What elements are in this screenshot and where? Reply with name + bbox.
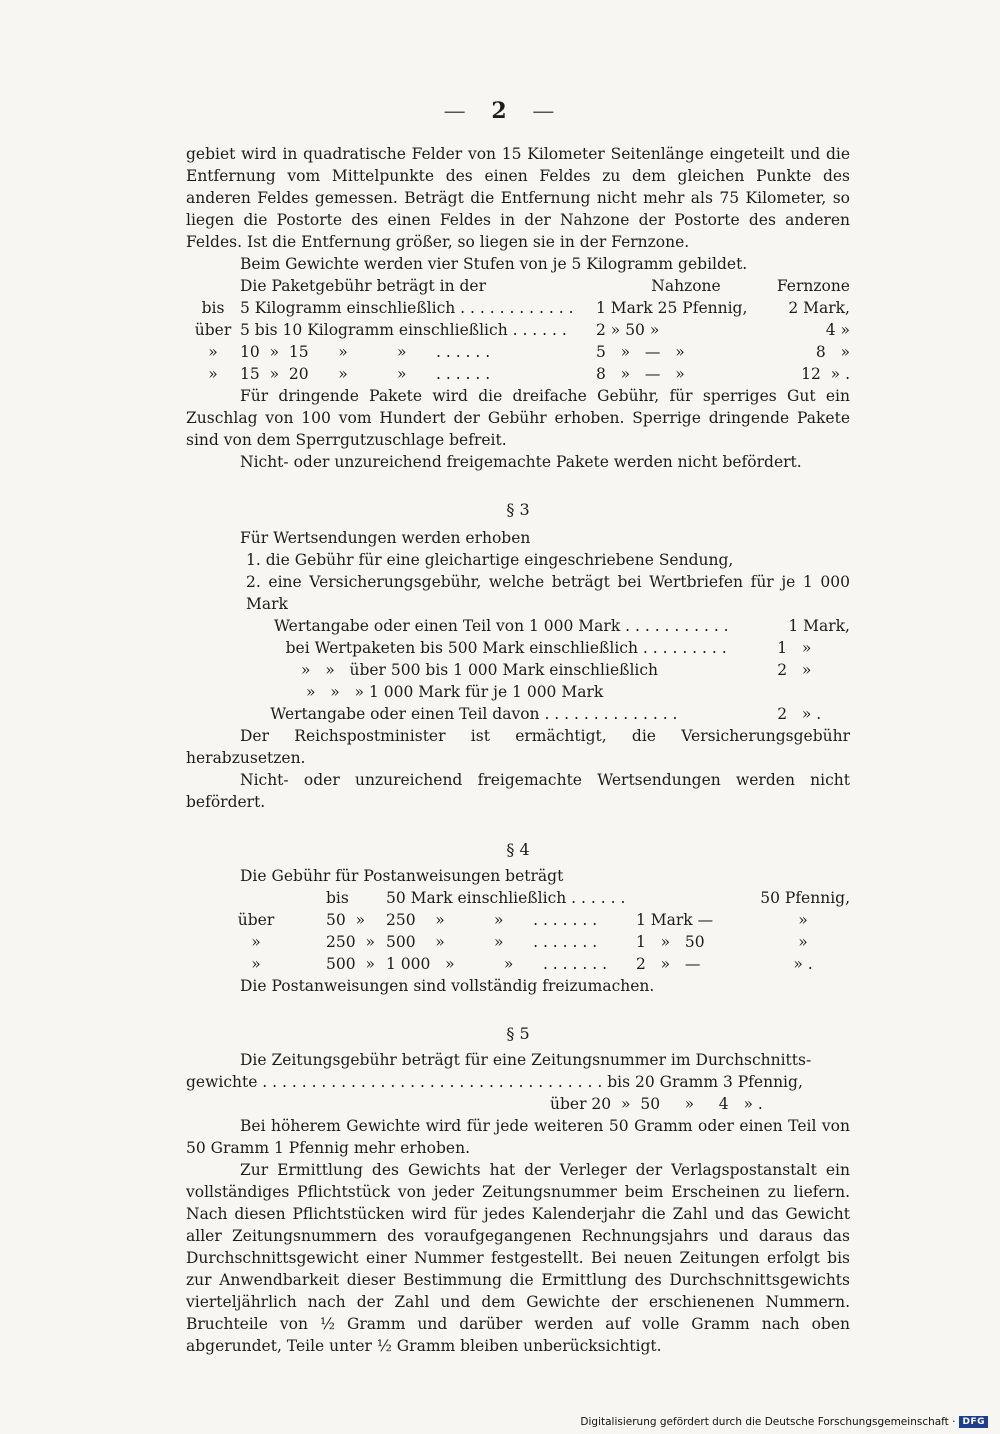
parcel-fee-table (186, 275, 850, 385)
section-5-heading: § 5 (506, 1024, 530, 1043)
col-nahzone: Nahzone (651, 277, 721, 295)
money-order-row: über 50 » 250 » » . . . . . . . 1 Mark — » (237, 911, 808, 929)
weight-determination-paragraph: Zur Ermittlung des Gewichts hat der Verleger der Verlagspostanstalt ein vollständiges Pflichtstück von jeder Zeitungsnummer beim Erscheinen zu liefern. Nach diesen Pflichtstücken wird für jedes Kalenderjahr die Zahl und das Gewicht aller Zeitungsnummern des voraufgegangenen Rechnungsjahrs und daraus das Durchschnittsgewicht einer Nummer festgestellt. Bei neuen Zeitungen erfolgt bis zur Anwendbarkeit dieser Bestimmung die Ermittlung des Durchschnittsgewichts vierteljährlich nach der Zahl und dem Gewichte der erschienenen Nummern. Bruchteile von ½ Gramm und darüber werden auf volle Gramm nach oben abgerundet, Teile unter ½ Gramm bleiben unberücksichtigt. (186, 1161, 850, 1355)
section-5-line-2: gewichte . . . . . . . . . . . . . . . . . . . . . . . . . . . . . . . . . . . bis 20 Gramm 3 Pfennig, (186, 1073, 803, 1091)
header-dash-left: — (443, 99, 468, 124)
section-3-heading: § 3 (506, 500, 530, 519)
dfg-logo: DFG (959, 1416, 988, 1428)
money-order-table (186, 887, 850, 975)
section-3-item-1: 1. die Gebühr für eine gleichartige eingeschriebene Sendung, (246, 551, 734, 569)
digitization-footer (580, 1416, 988, 1428)
parcel-row: über 5 bis 10 Kilogramm einschließlich . . . . . . 2 » 50 » 4 » (194, 321, 850, 339)
insurance-row: » » über 500 bis 1 000 Mark einschließlich 2 » (300, 661, 812, 679)
section-3-item-2: 2. eine Versicherungsgebühr, welche beträgt bei Wertbriefen für je 1 000 Mark (246, 573, 850, 613)
main-text (186, 143, 850, 1357)
urgent-parcels-paragraph: Für dringende Pakete wird die dreifache Gebühr, für sperriges Gut ein Zuschlag von 100 vom Hundert der Gebühr erhoben. Sperrige dringende Pakete sind von dem Sperrgutzuschlage befreit. (186, 387, 850, 449)
parcel-row: » 10 » 15 » » . . . . . . 5 » — » 8 » (208, 343, 850, 361)
insurance-row: bei Wertpaketen bis 500 Mark einschließlich . . . . . . . . . 1 » (285, 639, 812, 657)
parcel-unpaid-note: Nicht- oder unzureichend freigemachte Pakete werden nicht befördert. (240, 453, 802, 471)
money-order-row: » 250 » 500 » » . . . . . . . 1 » 50 » (251, 933, 808, 951)
insurance-row: Wertangabe oder einen Teil von 1 000 Mark . . . . . . . . . . . 1 Mark, (274, 617, 850, 635)
page-header (0, 98, 1000, 124)
money-order-row: bis 50 Mark einschließlich . . . . . . 50 Pfennig, (326, 889, 850, 907)
weight-steps: Beim Gewichte werden vier Stufen von je 5 Kilogramm gebildet. (240, 255, 748, 273)
valuables-unpaid-note: Nicht- oder unzureichend freigemachte Wertsendungen werden nicht befördert. (186, 771, 850, 811)
footer-credit: Digitalisierung gefördert durch die Deutsche Forschungsgemeinschaft · (580, 1416, 956, 1428)
money-order-prepaid-note: Die Postanweisungen sind vollständig freizumachen. (240, 977, 655, 995)
page-number: 2 (491, 98, 509, 124)
section-4-lead: Die Gebühr für Postanweisungen beträgt (240, 867, 564, 885)
parcel-row: bis 5 Kilogramm einschließlich . . . . . . . . . . . . 1 Mark 25 Pfennig, 2 Mark, (201, 299, 850, 317)
insurance-row: Wertangabe oder einen Teil davon . . . . . . . . . . . . . . 2 » . (270, 705, 822, 723)
higher-weight-paragraph: Bei höherem Gewichte wird für jede weiteren 50 Gramm oder einen Teil von 50 Gramm 1 Pfennig mehr erhoben. (186, 1117, 850, 1157)
money-order-row: » 500 » 1 000 » » . . . . . . . 2 » — » . (251, 955, 813, 973)
insurance-row: » » » 1 000 Mark für je 1 000 Mark (306, 683, 604, 701)
intro-paragraph: gebiet wird in quadratische Felder von 15 Kilometer Seitenlänge eingeteilt und die Entfernung vom Mittelpunkte des einen Feldes zu dem gleichen Punkte des anderen Feldes gemessen. Beträgt die Entfernung nicht mehr als 75 Kilometer, so liegen die Postorte des einen Feldes in der Nahzone der Postorte des anderen Feldes. Ist die Entfernung größer, so liegen sie in der Fernzone. (186, 145, 850, 251)
newspaper-fee-row: über 20 » 50 » 4 » . (550, 1095, 763, 1113)
parcel-row: » 15 » 20 » » . . . . . . 8 » — » 12 » . (208, 365, 850, 383)
minister-note: Der Reichspostminister ist ermächtigt, die Versicherungsgebühr herabzusetzen. (186, 727, 850, 767)
section-4-heading: § 4 (506, 840, 530, 859)
header-dash-right: — (532, 99, 557, 124)
section-5-line-1: Die Zeitungsgebühr beträgt für eine Zeitungsnummer im Durchschnitts- (240, 1051, 812, 1069)
parcel-table-header (186, 275, 850, 297)
section-3-lead: Für Wertsendungen werden erhoben (240, 529, 531, 547)
parcel-table-lead: Die Paketgebühr beträgt in der (240, 277, 486, 295)
col-fernzone: Fernzone (776, 277, 850, 295)
